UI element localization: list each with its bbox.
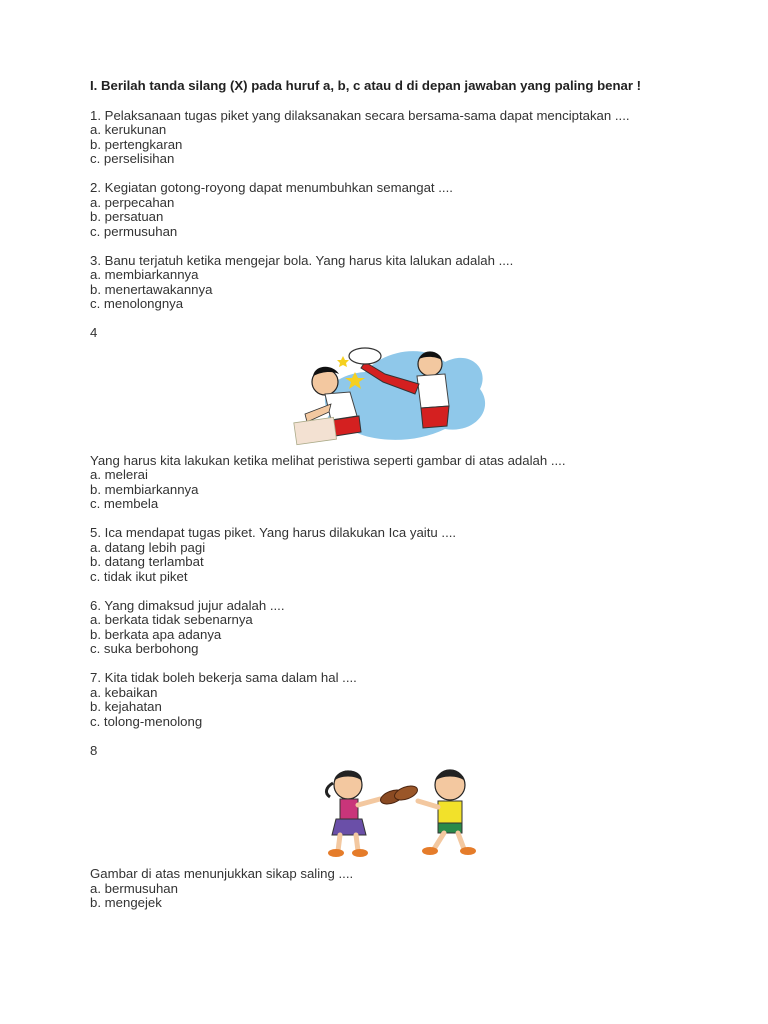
worksheet <box>90 79 710 925</box>
option-b: b. pertengkaran <box>90 136 183 152</box>
question-3 <box>90 254 710 312</box>
question-1 <box>90 109 710 167</box>
question-6 <box>90 599 710 657</box>
question-5 <box>90 526 710 584</box>
option-a: a. datang lebih pagi <box>90 539 206 555</box>
option-c: c. menolongnya <box>90 296 184 311</box>
option-a: a. membiarkannya <box>90 267 199 282</box>
question-4-number: 4 <box>90 325 98 340</box>
question-text: 2. Kegiatan gotong-royong dapat menumbuhkan semangat .... <box>90 180 453 195</box>
question-4 <box>90 454 710 512</box>
option-b: b. mengejek <box>90 895 162 910</box>
option-b: b. persatuan <box>90 209 164 224</box>
option-c: c. membela <box>90 496 159 511</box>
option-a: a. perpecahan <box>90 194 175 210</box>
option-a: a. berkata tidak sebenarnya <box>90 612 253 627</box>
question-text: Yang harus kita lakukan ketika melihat peristiwa seperti gambar di atas adalah .... <box>90 452 566 468</box>
option-c: c. tidak ikut piket <box>90 568 188 584</box>
option-b: b. kejahatan <box>90 699 162 714</box>
question-2 <box>90 181 710 239</box>
instruction-text: I. Berilah tanda silang (X) pada huruf a, b, c atau d di depan jawaban yang paling benar ! <box>90 78 642 93</box>
sharing-children-illustration <box>90 761 710 859</box>
option-b: b. berkata apa adanya <box>90 626 222 642</box>
question-text: 6. Yang dimaksud jujur adalah .... <box>90 597 285 613</box>
question-7 <box>90 671 710 729</box>
option-a: a. kerukunan <box>90 122 167 137</box>
fighting-children-illustration <box>90 344 710 446</box>
question-text: Gambar di atas menunjukkan sikap saling .... <box>90 866 354 881</box>
option-b: b. membiarkannya <box>90 481 199 497</box>
option-a: a. melerai <box>90 467 148 482</box>
option-b: b. datang terlambat <box>90 554 204 569</box>
option-c: c. permusuhan <box>90 223 178 239</box>
question-8 <box>90 867 710 911</box>
question-text: 1. Pelaksanaan tugas piket yang dilaksanakan secara bersama-sama dapat menciptakan .... <box>90 107 630 123</box>
question-text: 7. Kita tidak boleh bekerja sama dalam hal .... <box>90 670 357 685</box>
option-c: c. suka berbohong <box>90 641 199 656</box>
question-text: 3. Banu terjatuh ketika mengejar bola. Yang harus kita lalukan adalah .... <box>90 252 514 268</box>
option-b: b. menertawakannya <box>90 281 213 297</box>
option-a: a. kebaikan <box>90 684 158 700</box>
option-c: c. tolong-menolong <box>90 713 203 729</box>
question-8-number: 8 <box>90 742 98 758</box>
option-a: a. bermusuhan <box>90 880 178 896</box>
question-text: 5. Ica mendapat tugas piket. Yang harus dilakukan Ica yaitu .... <box>90 525 457 540</box>
option-c: c. perselisihan <box>90 151 175 166</box>
